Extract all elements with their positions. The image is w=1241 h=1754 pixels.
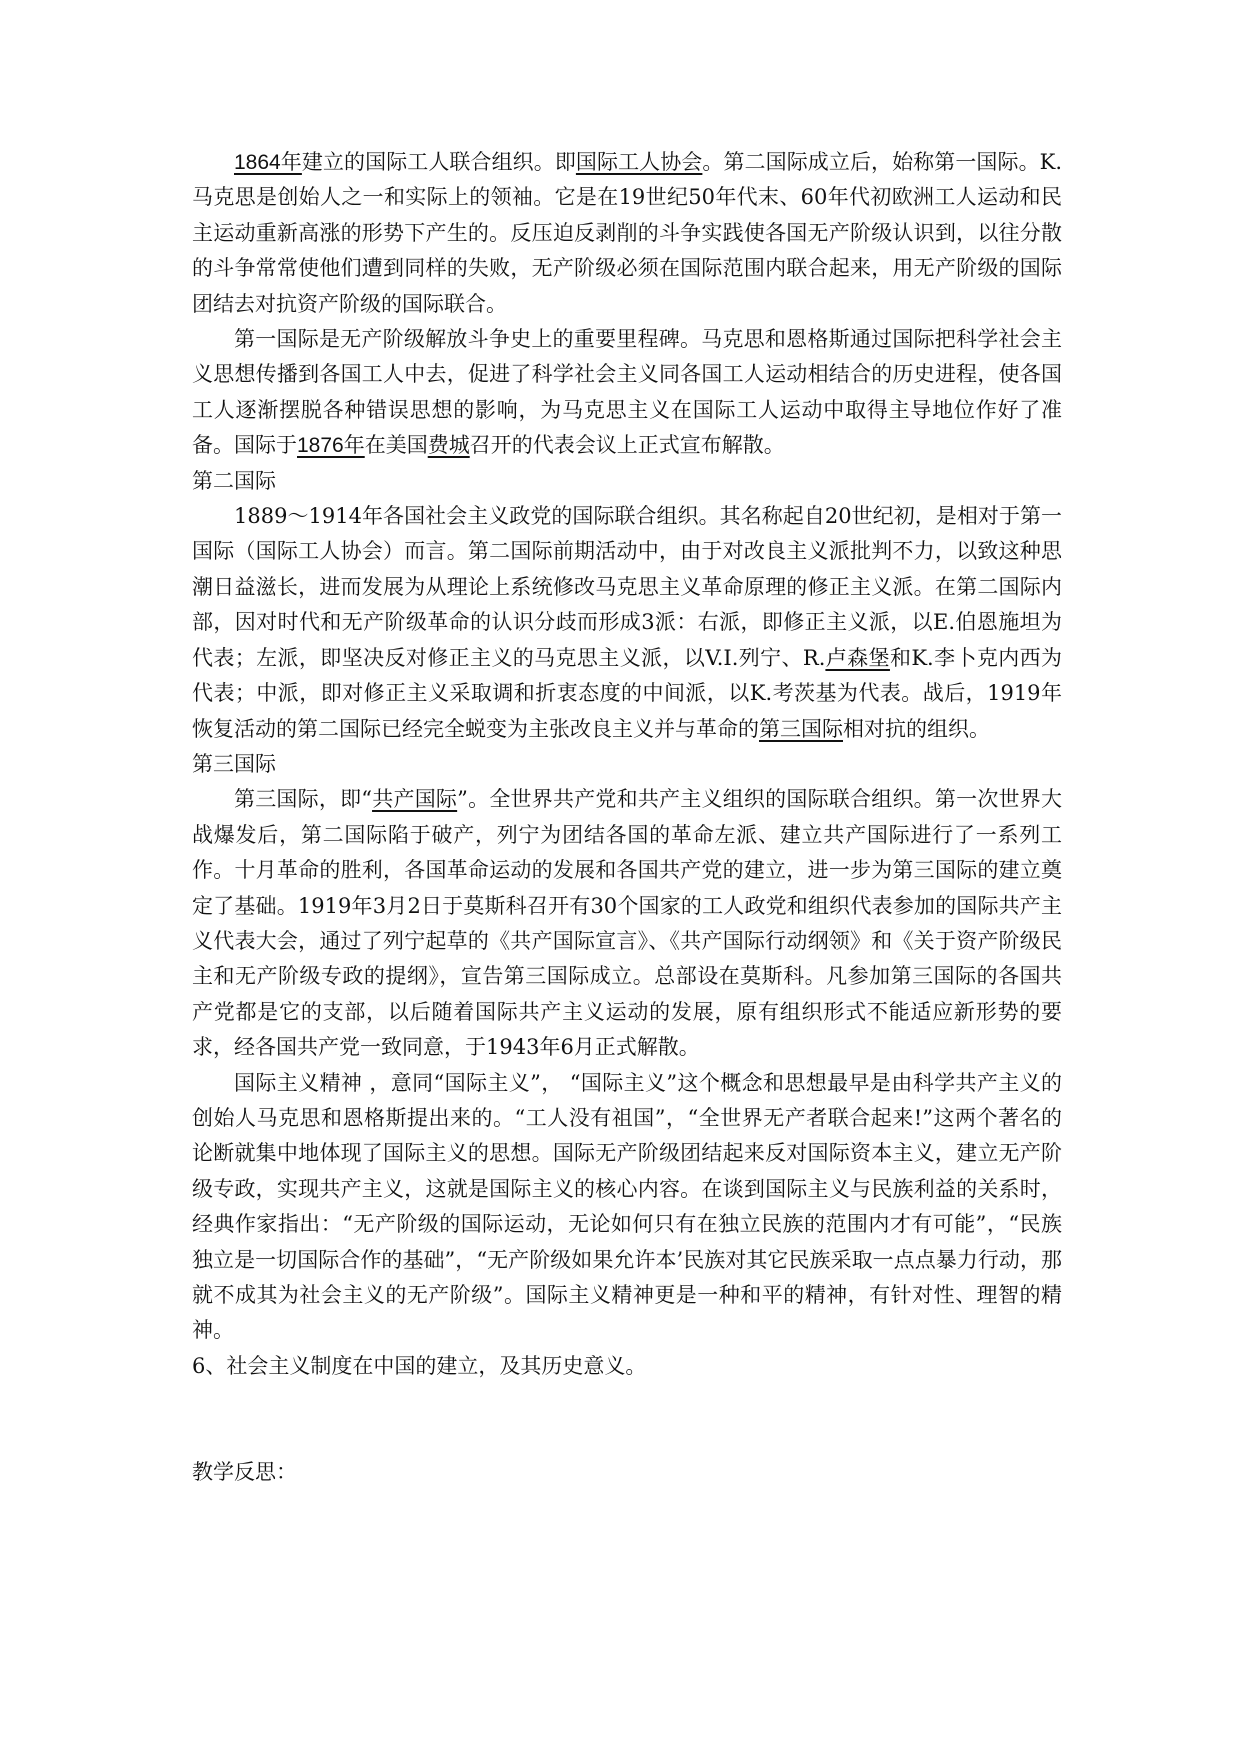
paragraph-third-international <box>192 782 1062 1065</box>
spacer <box>192 1384 1062 1455</box>
text: 在美国 <box>364 433 428 458</box>
heading-second-international: 第二国际 <box>192 468 276 493</box>
link-philadelphia[interactable]: 费城 <box>427 433 470 458</box>
paragraph-second-international <box>192 499 1062 747</box>
text: 召开的代表会议上正式宣布解散。 <box>469 433 785 458</box>
text: 。第二国际成立后，始称第一国际。K.马克思是创始人之一和实际上的领袖。它是在19世纪50年代末、60年代初欧洲工人运动和民主运动重新高涨的形势下产生的。反压迫反剥削的斗争实践使各国无产阶级认识到，以往分散的斗争常常使他们遭到同样的失败，无产阶级必须在国际范围内联合起来，用无产阶级的国际团结去对抗资产阶级的国际联合。 <box>192 150 1063 316</box>
link-year-1876[interactable]: 1876年 <box>297 434 365 458</box>
link-comintern[interactable]: 共产国际 <box>372 787 458 812</box>
link-third-international[interactable]: 第三国际 <box>759 716 843 741</box>
paragraph-first-international-significance <box>192 322 1062 464</box>
text: ”。全世界共产党和共产主义组织的国际联合组织。第一次世界大战爆发后，第二国际陷于破产，列宁为团结各国的革命左派、建立共产国际进行了一系列工作。十月革命的胜利，各国革命运动的发展和各国共产党的建立，进一步为第三国际的建立奠定了基础。1919年3月2日于莫斯科召开有30个国家的工人政党和组织代表参加的国际共产主义代表大会，通过了列宁起草的《共产国际宣言》、《共产国际行动纲领》和《关于资产阶级民主和无产阶级专政的提纲》，宣告第三国际成立。总部设在莫斯科。凡参加第三国际的各国共产党都是它的支部，以后随着国际共产主义运动的发展，原有组织形式不能适应新形势的要求，经各国共产党一致同意，于1943年6月正式解散。 <box>192 787 1062 1060</box>
link-year-1864[interactable]: 1864年 <box>234 151 302 174</box>
link-iwa[interactable]: 国际工人协会 <box>575 150 703 174</box>
text: 和K.李卜克内西为代表；中派，即对修正主义采取调和折衷态度的中间派，以K.考茨基为代表。战后，1919年恢复活动的第二国际已经完全蜕变为主张改良主义并与革命的 <box>192 645 1063 741</box>
text: 第三国际，即“ <box>234 787 373 812</box>
item-6: 6、社会主义制度在中国的建立，及其历史意义。 <box>192 1353 647 1378</box>
text: 第一国际是无产阶级解放斗争史上的重要里程碑。马克思和恩格斯通过国际把科学社会主义思想传播到各国工人中去，促进了科学社会主义同各国工人运动相结合的历史进程，使各国工人逐渐摆脱各种错误思想的影响，为马克思主义在国际工人运动中取得主导地位作好了准备。国际于 <box>192 327 1062 458</box>
teaching-reflection-label: 教学反思： <box>192 1460 297 1485</box>
text: 相对抗的组织。 <box>843 716 990 741</box>
heading-third-international: 第三国际 <box>192 751 276 776</box>
link-luxemburg[interactable]: 卢森堡 <box>825 645 890 670</box>
paragraph-internationalism: 国际主义精神 ，意同“国际主义”， “国际主义”这个概念和思想最早是由科学共产主义的创始人马克思和恩格斯提出来的。“工人没有祖国”，“全世界无产者联合起来!”这两个著名的论断就集中地体现了国际主义的思想。国际无产阶级团结起来反对国际资本主义，建立无产阶级专政，实现共产主义，这就是国际主义的核心内容。在谈到国际主义与民族利益的关系时，经典作家指出：“无产阶级的国际运动，无论如何只有在独立民族的范围内才有可能”，“民族独立是一切国际合作的基础”，“无产阶级如果允许本’民族对其它民族采取一点点暴力行动，那就不成其为社会主义的无产阶级”。国际主义精神更是一种和平的精神，有针对性、理智的精神。 <box>192 1070 1062 1343</box>
document-page <box>192 145 1062 1491</box>
text: 建立的国际工人联合组织。即 <box>301 150 576 174</box>
text: 1889～1914年各国社会主义政党的国际联合组织。其名称起自20世纪初，是相对于第一国际（国际工人协会）而言。第二国际前期活动中，由于对改良主义派批判不力，以致这种思潮日益滋长，进而发展为从理论上系统修改马克思主义革命原理的修正主义派。在第二国际内部，因对时代和无产阶级革命的认识分歧而形成3派：右派，即修正主义派，以E.伯恩施坦为代表；左派，即坚决反对修正主义的马克思主义派，以V.I.列宁、R. <box>192 504 1062 670</box>
paragraph-first-international <box>192 145 1062 322</box>
